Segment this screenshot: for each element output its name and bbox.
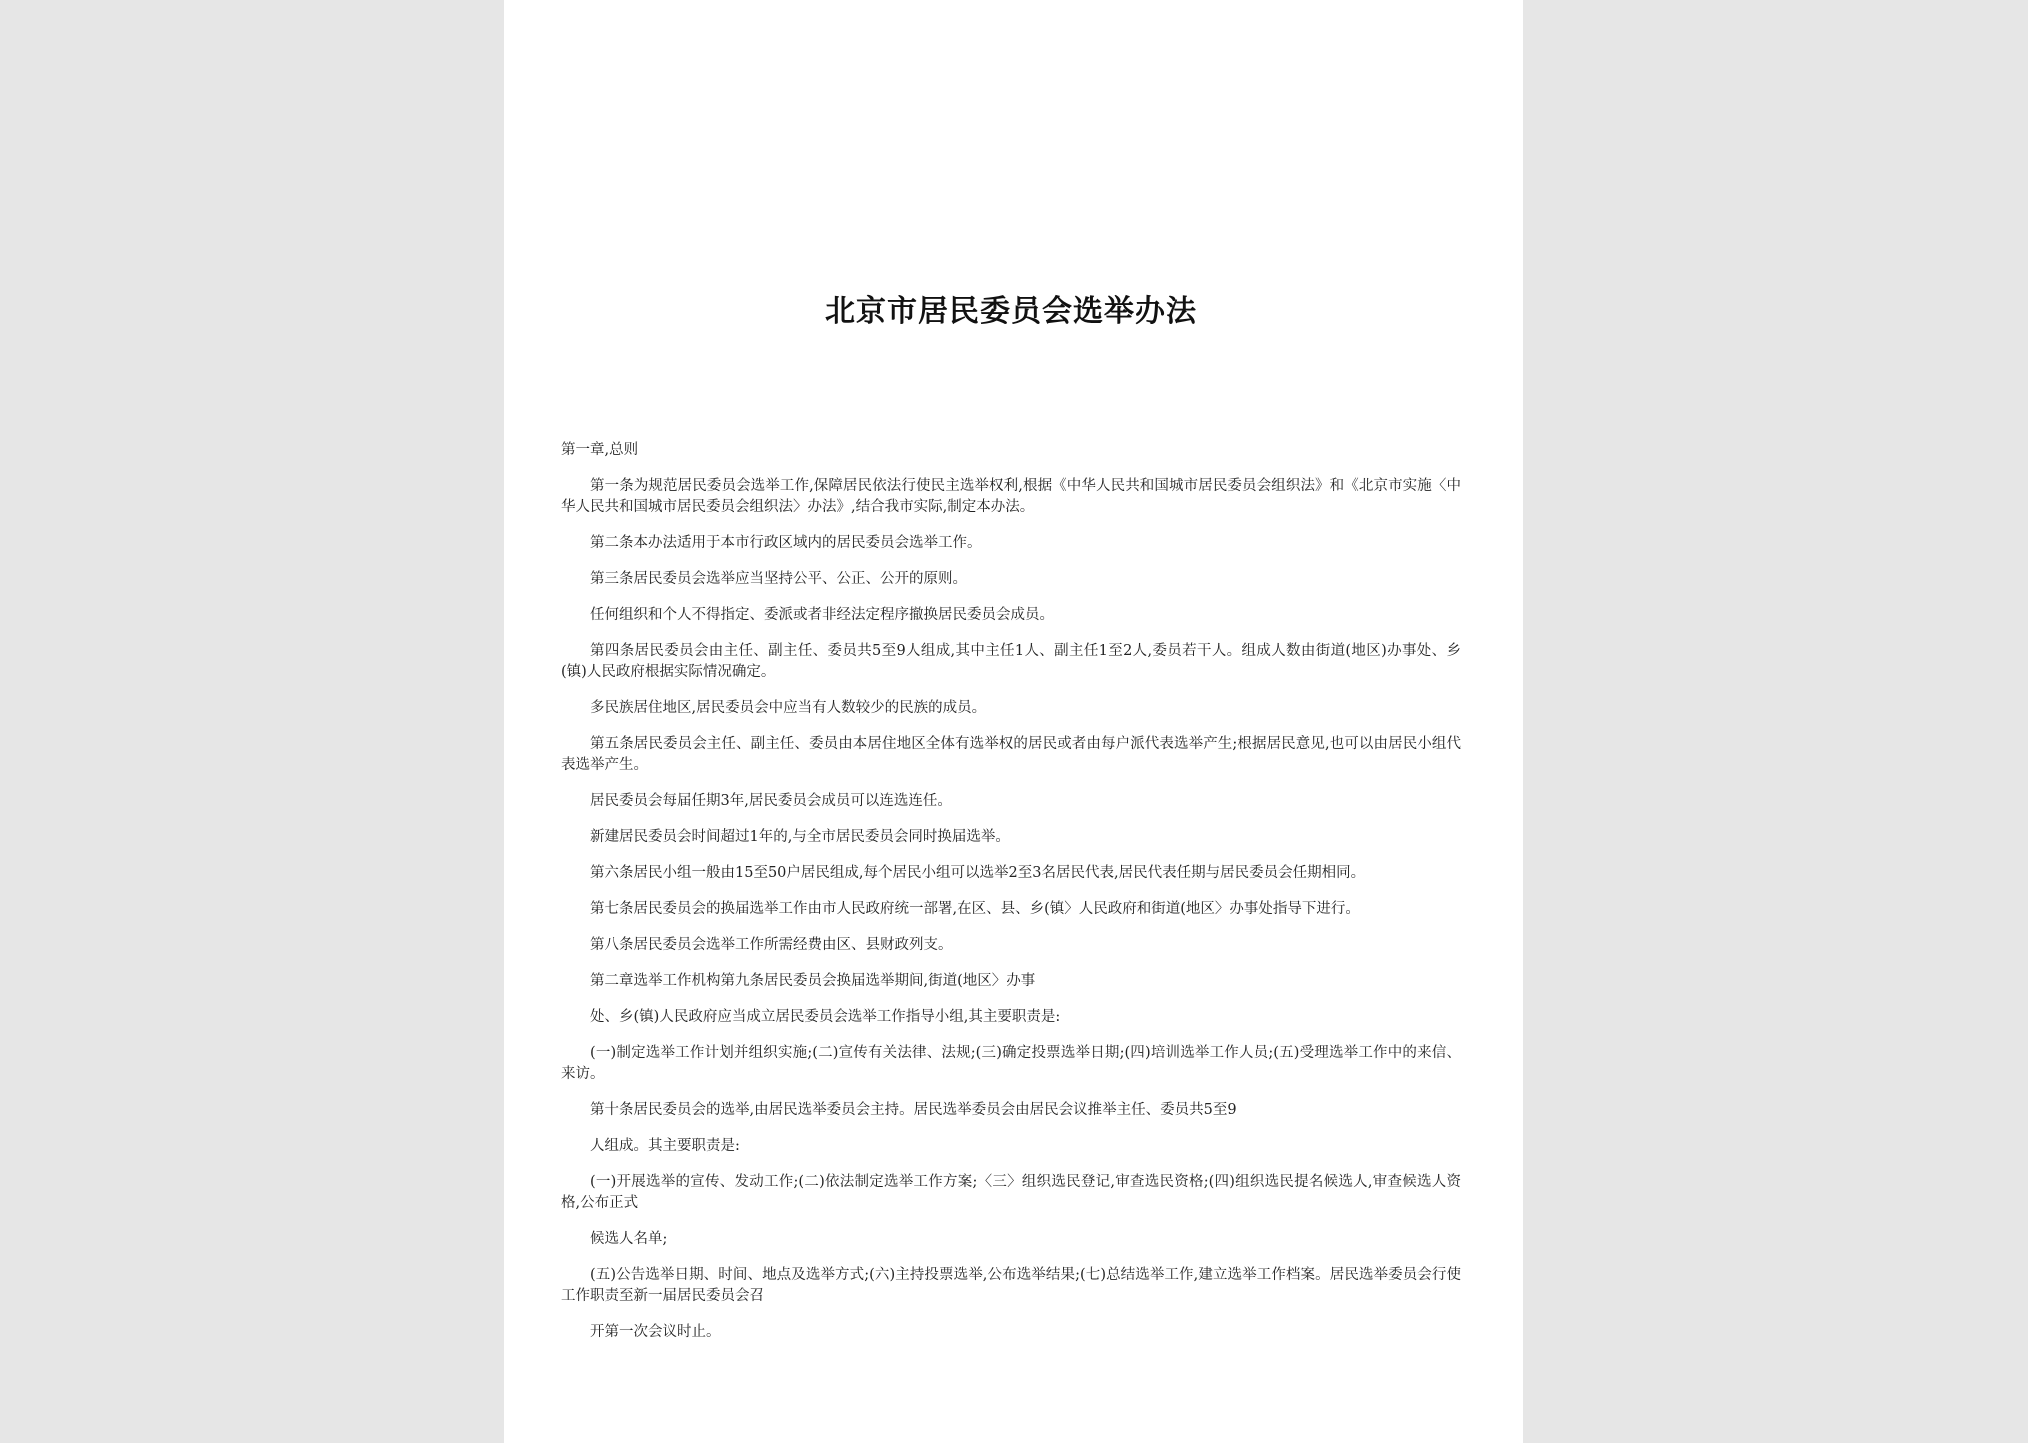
paragraph: 候选人名单;: [590, 1231, 668, 1247]
paragraph: 第十条居民委员会的选举,由居民选举委员会主持。居民选举委员会由居民会议推举主任、委员共5至9: [590, 1102, 1237, 1118]
paragraph: (一)制定选举工作计划并组织实施;(二)宣传有关法律、法规;(三)确定投票选举日期;(四)培训选举工作人员;(五)受理选举工作中的来信、来访。: [561, 1045, 1461, 1082]
paragraph: 处、乡(镇)人民政府应当成立居民委员会选举工作指导小组,其主要职责是:: [590, 1009, 1061, 1025]
paragraph: 第二章选举工作机构第九条居民委员会换届选举期间,街道(地区〉办事: [590, 973, 1036, 989]
paragraph: 第五条居民委员会主任、副主任、委员由本居住地区全体有选举权的居民或者由每户派代表选举产生;根据居民意见,也可以由居民小组代表选举产生。: [561, 736, 1461, 773]
paragraph: 开第一次会议时止。: [590, 1324, 721, 1340]
paragraph: 第四条居民委员会由主任、副主任、委员共5至9人组成,其中主任1人、副主任1至2人,委员若干人。组成人数由街道(地区)办事处、乡(镇)人民政府根据实际情况确定。: [561, 643, 1461, 680]
paragraph: 第二条本办法适用于本市行政区域内的居民委员会选举工作。: [590, 535, 982, 551]
paragraph: 人组成。其主要职责是:: [590, 1138, 740, 1154]
paragraph: 第八条居民委员会选举工作所需经费由区、县财政列支。: [590, 937, 953, 953]
paragraph: 第六条居民小组一般由15至50户居民组成,每个居民小组可以选举2至3名居民代表,居民代表任期与居民委员会任期相同。: [590, 865, 1366, 881]
paragraph: 居民委员会每届任期3年,居民委员会成员可以连选连任。: [590, 793, 952, 809]
paragraph: 多民族居住地区,居民委员会中应当有人数较少的民族的成员。: [590, 700, 987, 716]
document-title: 北京市居民委员会选举办法: [825, 294, 1197, 329]
paragraph: (五)公告选举日期、时间、地点及选举方式;(六)主持投票选举,公布选举结果;(七)总结选举工作,建立选举工作档案。居民选举委员会行使工作职责至新一届居民委员会召: [561, 1267, 1461, 1304]
paragraph: 第七条居民委员会的换届选举工作由市人民政府统一部署,在区、县、乡(镇〉人民政府和街道(地区〉办事处指导下进行。: [590, 901, 1360, 917]
paragraph: (一)开展选举的宣传、发动工作;(二)依法制定选举工作方案;〈三〉组织选民登记,审查选民资格;(四)组织选民提名候选人,审查候选人资格,公布正式: [561, 1174, 1461, 1211]
document-body: [561, 440, 1461, 1343]
paragraph: 第三条居民委员会选举应当坚持公平、公正、公开的原则。: [590, 571, 967, 587]
paragraph: 任何组织和个人不得指定、委派或者非经法定程序撤换居民委员会成员。: [590, 607, 1054, 623]
paragraph: 新建居民委员会时间超过1年的,与全市居民委员会同时换届选举。: [590, 829, 1010, 845]
chapter-heading: 第一章,总则: [561, 442, 639, 458]
document-page: [504, 0, 1523, 1443]
paragraph: 第一条为规范居民委员会选举工作,保障居民依法行使民主选举权利,根据《中华人民共和国城市居民委员会组织法》和《北京市实施〈中华人民共和国城市居民委员会组织法〉办法》,结合我市实际,制定本办法。: [561, 478, 1461, 515]
